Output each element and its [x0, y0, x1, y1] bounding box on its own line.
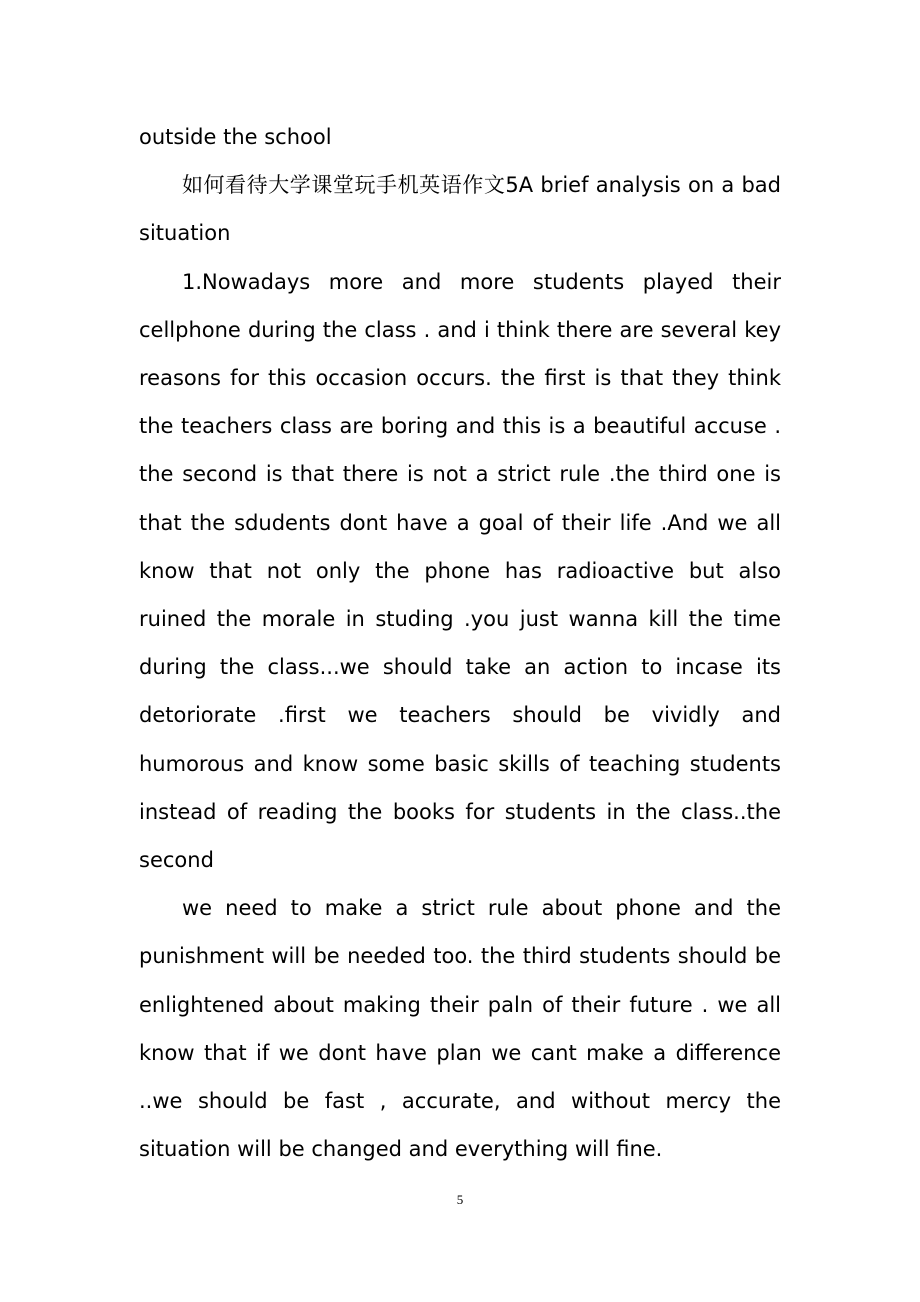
page-number: 5	[456, 1192, 464, 1207]
paragraph-title: 如何看待大学课堂玩手机英语作文5A brief analysis on a bad situation	[139, 173, 781, 246]
paragraph-body-1: 1.Nowadays more and more students played their cellphone during the class . and i think there are several key reasons for this occasion occurs. the first is that they think the teachers class are boring and this is a beautiful accuse . the second is that there is not a strict rule .the third one is that the sdudents dont have a goal of their life .And we all know that not only the phone has radioactive but also ruined the morale in studing .you just wanna kill the time during the class...we should take an action to incase its detoriorate .first we teachers should be vividly and humorous and know some basic skills of teaching students instead of reading the books for students in the class..the second	[139, 269, 781, 873]
paragraph-continuation: outside the school	[139, 125, 332, 149]
body-text	[139, 113, 781, 1173]
paragraph-body-2: we need to make a strict rule about phone and the punishment will be needed too. the third students should be enlightened about making their paln of their future . we all know that if we dont have plan we cant make a difference ..we should be fast , accurate, and without mercy the situation will be changed and everything will fine.	[139, 896, 781, 1162]
